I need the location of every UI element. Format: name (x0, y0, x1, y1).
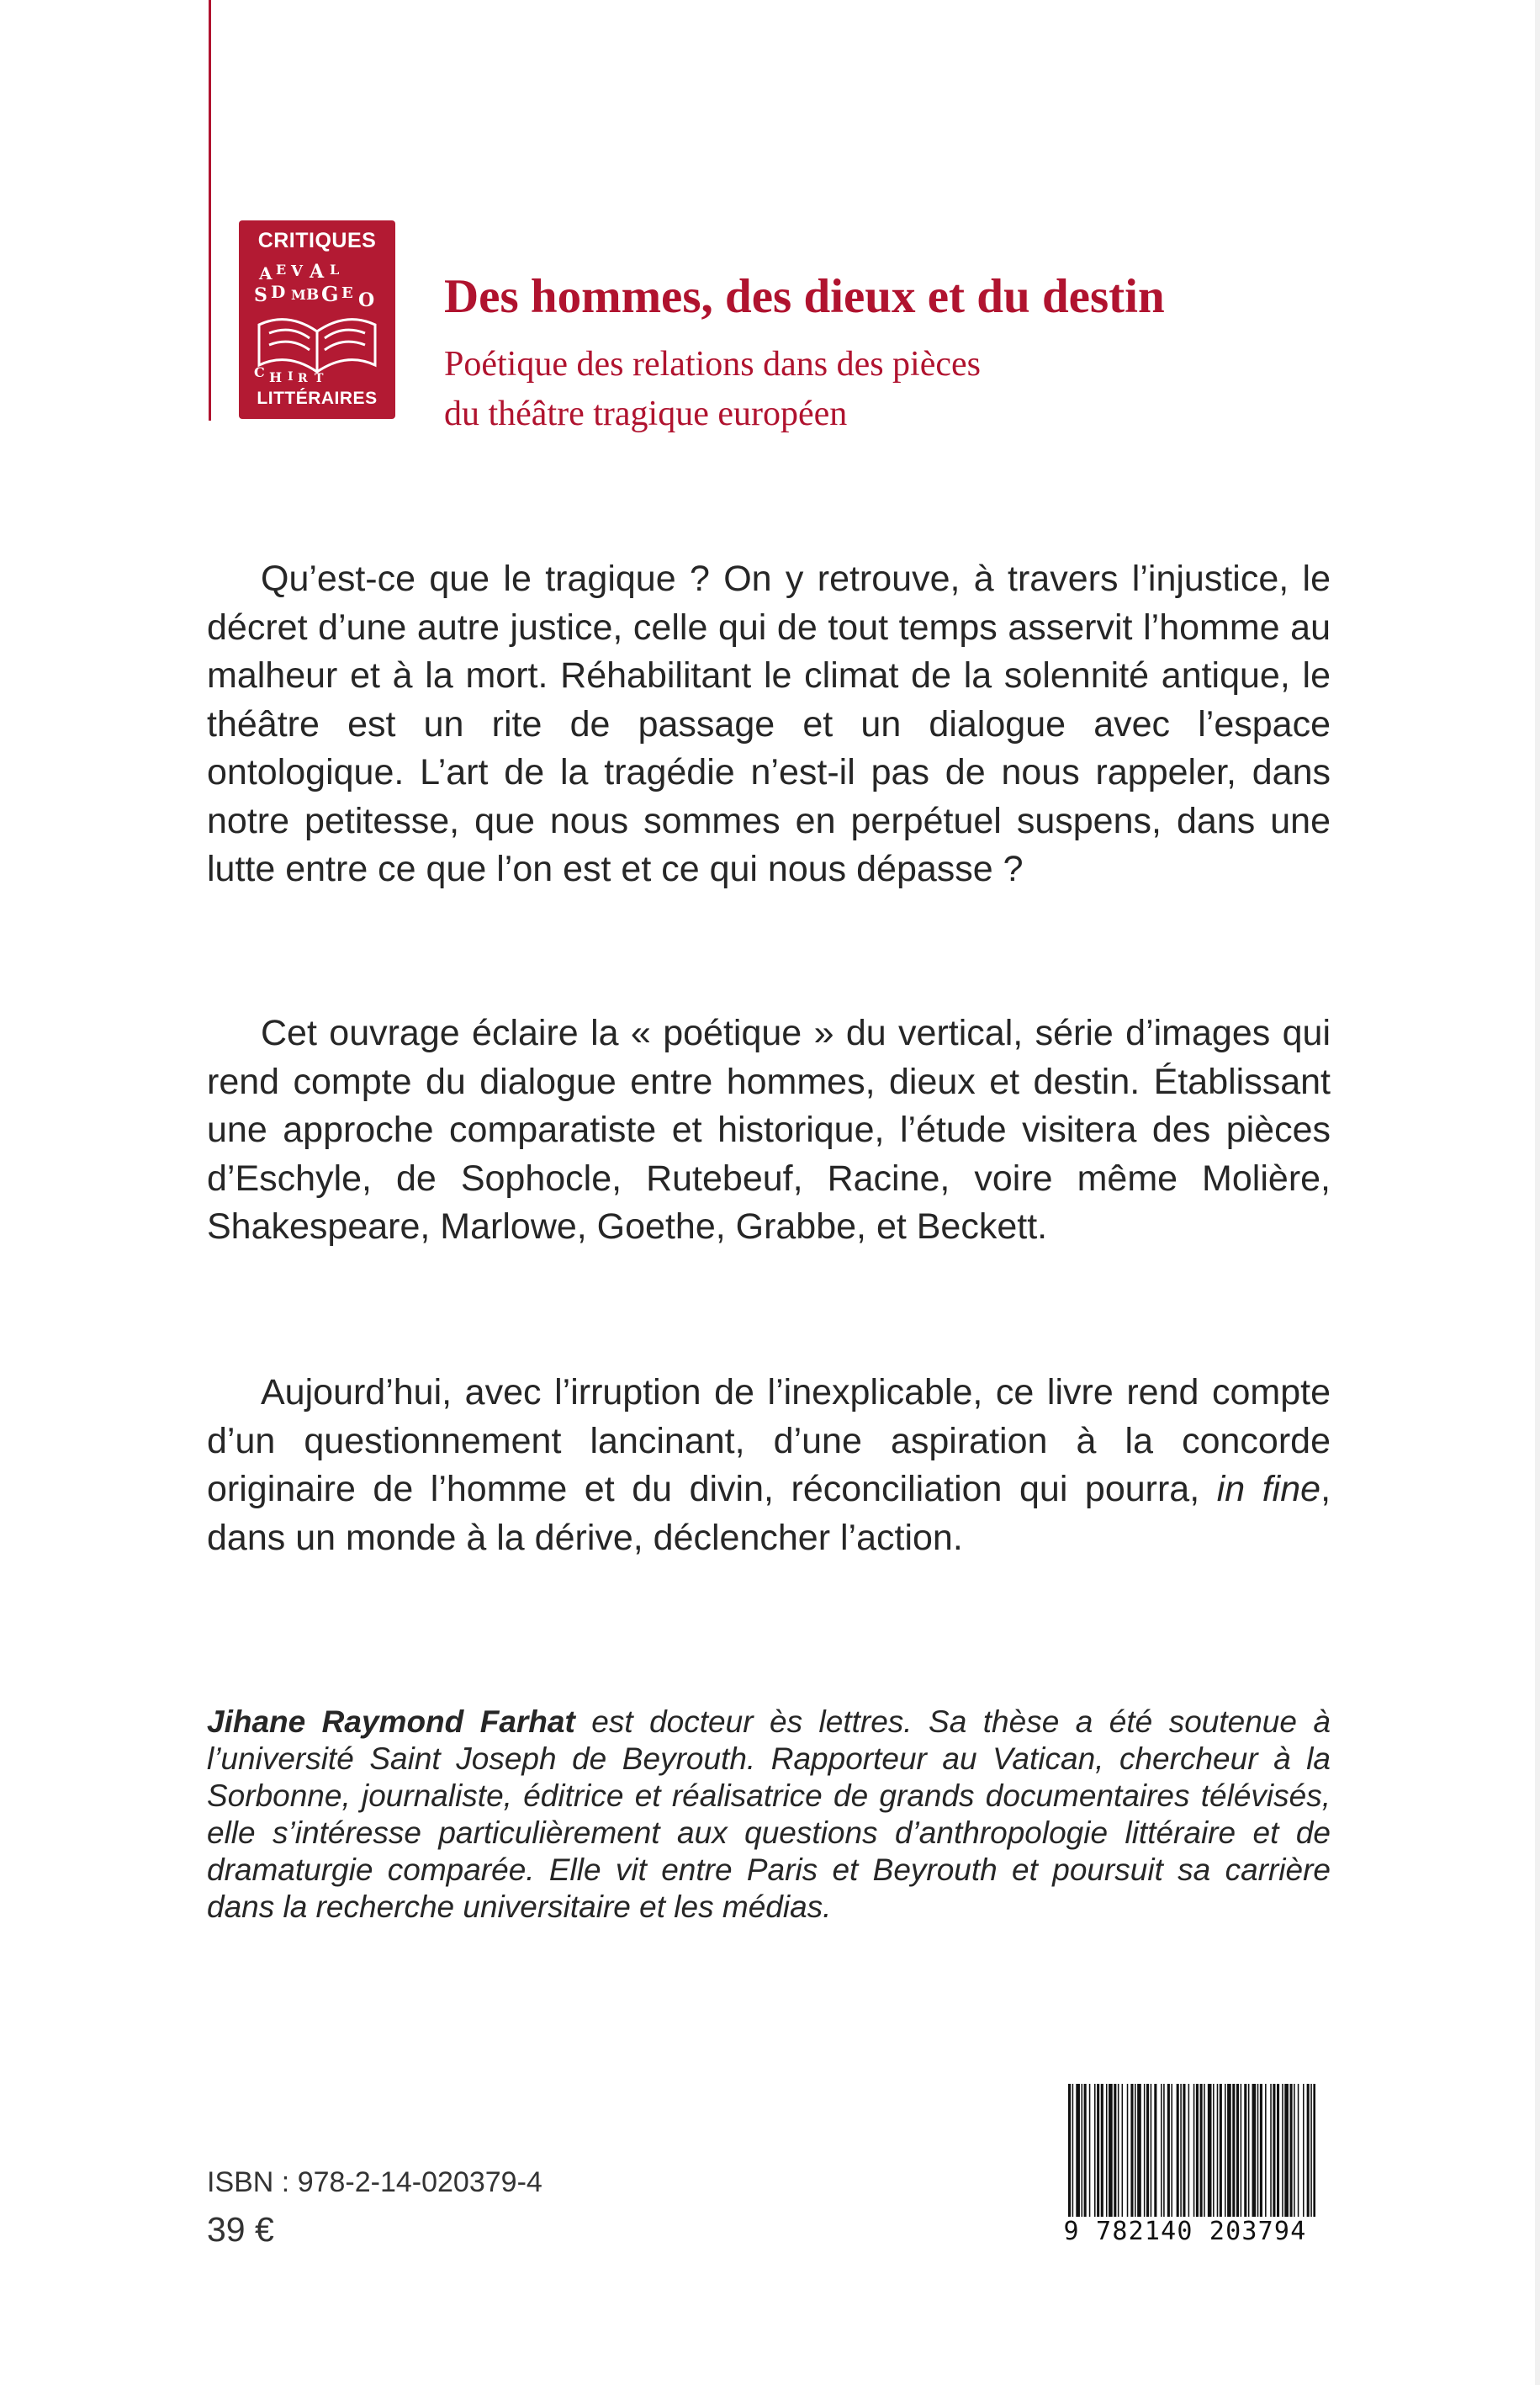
barcode-bar (1127, 2084, 1129, 2217)
barcode-bar (1294, 2084, 1295, 2217)
svg-text:S: S (254, 284, 267, 306)
barcode-bar (1122, 2084, 1124, 2217)
book-title: Des hommes, des dieux et du destin (444, 270, 1165, 323)
barcode-bar (1227, 2084, 1231, 2217)
blurb-paragraph-3-end: , dans un monde à la dérive, déclencher l’action. (207, 1469, 1331, 1558)
spine-rule (209, 0, 211, 421)
collection-logo-bottom-label: LITTÉRAIRES (257, 389, 378, 408)
barcode-bar (1270, 2084, 1272, 2217)
author-name: Jihane Raymond Farhat (207, 1704, 575, 1739)
open-book-letters-icon (251, 259, 384, 384)
barcode-bar (1082, 2084, 1083, 2217)
barcode-bar (1225, 2084, 1226, 2217)
barcode-bar (1171, 2084, 1172, 2217)
barcode-bar (1144, 2084, 1146, 2217)
svg-text:E: E (276, 262, 287, 278)
svg-text:L: L (330, 262, 340, 278)
svg-text:H: H (269, 369, 283, 384)
barcode-bar (1167, 2084, 1170, 2217)
subtitle-line-2: du théâtre tragique européen (444, 395, 848, 433)
barcode-bar (1183, 2084, 1185, 2217)
barcode-bar (1161, 2084, 1162, 2217)
subtitle-line-1: Poétique des relations dans des pièces (444, 345, 981, 384)
barcode-bar (1106, 2084, 1108, 2217)
barcode-bar (1282, 2084, 1283, 2217)
price: 39 € (207, 2210, 274, 2249)
barcode-bar (1298, 2084, 1299, 2217)
collection-logo (239, 220, 395, 419)
barcode-bar (1241, 2084, 1242, 2217)
barcode-bar (1114, 2084, 1116, 2217)
svg-text:A: A (310, 261, 325, 283)
svg-text:A: A (259, 263, 273, 284)
barcode-bar (1244, 2084, 1246, 2217)
barcode-bar (1220, 2084, 1222, 2217)
barcode-bar (1068, 2084, 1071, 2217)
svg-text:E: E (341, 284, 353, 302)
barcode-bar (1072, 2084, 1074, 2217)
author-bio-text: est docteur ès lettres. Sa thèse a été soutenue à l’université Saint Joseph de Beyrouth. Rapporteur au Vatican, chercheur à la Sorbonne, journaliste, éditrice et réalisatrice de grands documentaires télévisés, elle s’intéresse particulièrement aux questions d’anthropologie littéraire et de dramaturgie comparée. Elle vit entre Paris et Beyrouth et poursuit sa carrière dans la recherche universitaire et les médias. (207, 1704, 1331, 1924)
barcode-bar (1084, 2084, 1087, 2217)
barcode-bar (1208, 2084, 1212, 2217)
svg-text:D: D (271, 282, 286, 302)
svg-text:M: M (291, 287, 306, 303)
barcode-bar (1273, 2084, 1275, 2217)
svg-text:T: T (315, 372, 324, 384)
barcode-bar (1097, 2084, 1099, 2217)
barcode-bar (1163, 2084, 1165, 2217)
barcode-bar (1200, 2084, 1203, 2217)
svg-text:R: R (298, 372, 308, 384)
blurb-paragraph-3-start: Aujourd’hui, avec l’irruption de l’inexplicable, ce livre rend compte d’un questionnement lancinant, d’une aspiration à la concorde originaire de l’homme et du divin, réconciliation qui pourra, (207, 1372, 1331, 1509)
barcode-bar (1284, 2084, 1289, 2217)
barcode-bar (1252, 2084, 1257, 2217)
author-bio (207, 1704, 1331, 1926)
barcode-bar (1109, 2084, 1113, 2217)
svg-text:G: G (321, 282, 339, 306)
barcode-bar (1154, 2084, 1156, 2217)
barcode-bar (1307, 2084, 1310, 2217)
barcode-bar (1290, 2084, 1293, 2217)
barcode-bar (1094, 2084, 1096, 2217)
barcode-bar (1232, 2084, 1235, 2217)
book-subtitle (444, 340, 1201, 439)
barcode-bar (1236, 2084, 1239, 2217)
barcode-bar (1180, 2084, 1182, 2217)
blurb-paragraph-1: Qu’est-ce que le tragique ? On y retrouve, à travers l’injustice, le décret d’une autre justice, celle qui de tout temps asservit l’homme au malheur et à la mort. Réhabilitant le climat de la solennité antique, le théâtre est un rite de passage et un dialogue avec l’espace ontologique. L’art de la tragédie n’est-il pas de nous rappeler, dans notre petitesse, que nous sommes en perpétuel suspens, dans une lutte entre ce que l’on est et ce qui nous dépasse ? (207, 559, 1331, 889)
barcode-bar (1217, 2084, 1219, 2217)
barcode-bar (1260, 2084, 1262, 2217)
barcode-bar (1089, 2084, 1091, 2217)
barcode-bar (1135, 2084, 1136, 2217)
barcode-bar (1204, 2084, 1205, 2217)
barcode-bar (1146, 2084, 1149, 2217)
svg-text:V: V (291, 262, 303, 280)
page-edge (1535, 0, 1540, 2385)
barcode-bar (1265, 2084, 1267, 2217)
barcode-bar (1277, 2084, 1279, 2217)
svg-text:C: C (254, 364, 265, 380)
barcode-bar (1257, 2084, 1259, 2217)
blurb-paragraph-2: Cet ouvrage éclaire la « poétique » du vertical, série d’images qui rend compte du dialogue entre hommes, dieux et destin. Établissant une approche comparatiste et historique, l’étude visitera des pièces d’Eschyle, de Sophocle, Rutebeuf, Racine, voire même Molière, Shakespeare, Marlowe, Goethe, Grabbe, et Beckett. (207, 1013, 1331, 1247)
barcode-bars (1068, 2084, 1315, 2217)
barcode-bar (1137, 2084, 1141, 2217)
collection-logo-top-label: CRITIQUES (257, 229, 377, 252)
barcode-bar (1303, 2084, 1305, 2217)
barcode-bar (1213, 2084, 1215, 2217)
barcode-bar (1188, 2084, 1190, 2217)
barcode-bar (1248, 2084, 1250, 2217)
barcode-bar (1177, 2084, 1179, 2217)
barcode-bar (1101, 2084, 1103, 2217)
blurb-paragraph-3 (207, 1369, 1331, 1562)
barcode-bar (1118, 2084, 1119, 2217)
barcode-bar (1151, 2084, 1152, 2217)
svg-text:B: B (306, 286, 320, 304)
barcode-bar (1310, 2084, 1312, 2217)
barcode-bar (1130, 2084, 1133, 2217)
barcode (1055, 2084, 1315, 2252)
blurb-paragraph-3-italic: in fine (1216, 1469, 1321, 1509)
barcode-bar (1076, 2084, 1080, 2217)
barcode-bar (1313, 2084, 1315, 2217)
barcode-bar (1193, 2084, 1195, 2217)
svg-text:O: O (358, 289, 375, 311)
isbn: ISBN : 978-2-14-020379-4 (207, 2166, 542, 2198)
barcode-digits: 9 782140 203794 (1063, 2217, 1307, 2246)
barcode-bar (1196, 2084, 1199, 2217)
svg-text:I: I (288, 370, 294, 384)
